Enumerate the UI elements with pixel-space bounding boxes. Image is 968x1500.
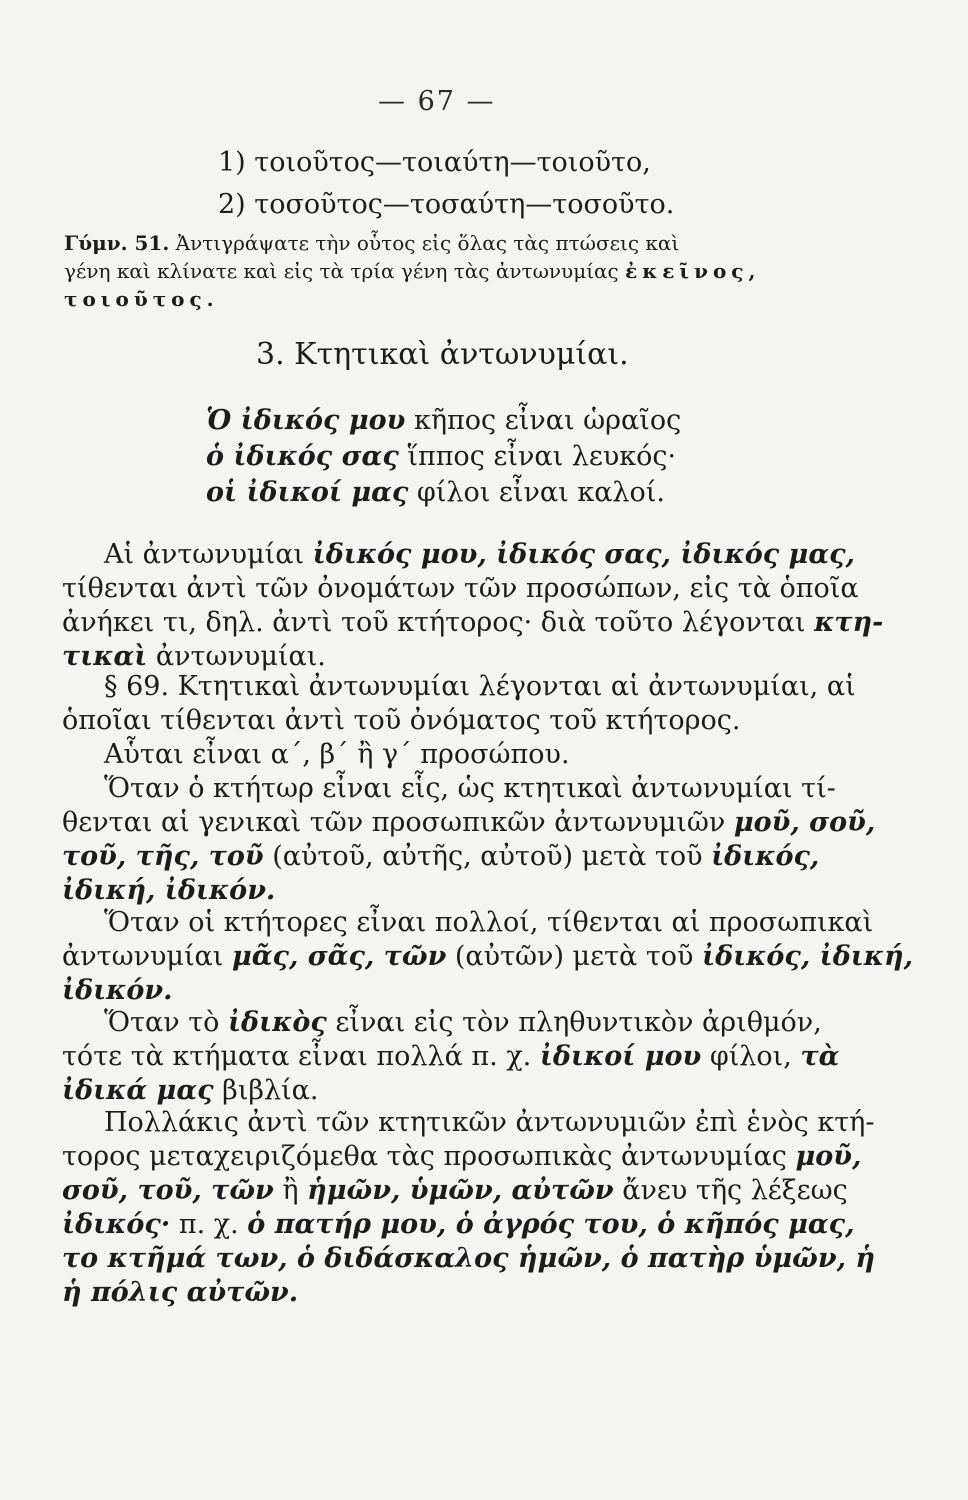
para7-line-6: ἡ πόλις αὐτῶν. bbox=[62, 1277, 299, 1308]
para1-f: τικαὶ bbox=[62, 641, 148, 672]
list-item-1: 1) τοιοῦτος—τοιαύτη—τοιοῦτο, bbox=[218, 147, 651, 178]
para2-line-1: § 69. Κτητικαὶ ἀντωνυμίαι λέγονται αἱ ἀντωνυμίαι, αἱ bbox=[104, 671, 856, 702]
list-item-2: 2) τοσοῦτος—τοσαύτη—τοσοῦτο. bbox=[218, 189, 675, 220]
para4-c3: ἰδικός, bbox=[711, 841, 820, 872]
para1-e: κτη- bbox=[814, 607, 884, 638]
para1-line-2: τίθενται ἀντὶ τῶν ὀνομάτων τῶν προσώπων, εἰς τὰ ὁποῖα bbox=[62, 573, 859, 604]
exercise-word-ekeinos: ἐκεῖνος, bbox=[625, 259, 761, 283]
section-title: 3. Κτητικαὶ ἀντωνυμίαι. bbox=[256, 337, 629, 372]
example-3-rest: φίλοι εἶναι καλοί. bbox=[416, 477, 665, 508]
example-3 bbox=[206, 476, 665, 510]
example-2 bbox=[206, 440, 676, 474]
para7-line-4 bbox=[62, 1208, 854, 1242]
para1-line-3 bbox=[62, 606, 883, 640]
para7-c1: σοῦ, τοῦ, τῶν bbox=[62, 1175, 274, 1206]
para5-line-2 bbox=[62, 940, 913, 974]
para5-line-1: Ὅταν οἱ κτήτορες εἶναι πολλοί, τίθενται αἱ προσωπικαὶ bbox=[104, 907, 874, 938]
para7-c4: ἄνευ τῆς λέξεως bbox=[622, 1175, 848, 1206]
para4-line-2 bbox=[62, 806, 875, 840]
para1-a: Αἱ ἀντωνυμίαι bbox=[104, 539, 305, 570]
para1-line-1 bbox=[104, 538, 855, 572]
para6-line-2 bbox=[62, 1040, 839, 1074]
example-1-rest: κῆπος εἶναι ὡραῖος bbox=[413, 405, 682, 436]
example-1-pronoun: Ὁ ἰδικός μου bbox=[206, 405, 406, 436]
page-number: — 67 — bbox=[378, 86, 496, 117]
para6-line-3 bbox=[62, 1074, 318, 1108]
para4-line-4: ἰδική, ἰδικόν. bbox=[62, 875, 276, 906]
para1-g: ἀντωνυμίαι. bbox=[155, 641, 326, 672]
para4-b2: μοῦ, σοῦ, bbox=[733, 807, 876, 838]
para7-d1: ἰδικός· bbox=[62, 1209, 171, 1240]
para6-b1: τότε τὰ κτήματα εἶναι πολλά π. χ. bbox=[62, 1041, 532, 1072]
exercise-label: Γύμν. 51. bbox=[64, 231, 170, 255]
para6-a1: Ὅταν τὸ bbox=[104, 1007, 220, 1038]
para6-line-1 bbox=[104, 1006, 822, 1040]
para5-b3: (αὐτῶν) μετὰ τοῦ bbox=[454, 941, 694, 972]
example-1 bbox=[206, 404, 681, 438]
para7-c2: ἢ bbox=[282, 1175, 299, 1206]
para1-d: ἀνήκει τι, δηλ. ἀντὶ τοῦ κτήτορος· διὰ τοῦτο λέγονται bbox=[62, 607, 806, 638]
para6-a2: ἰδικὸς bbox=[227, 1007, 327, 1038]
para7-line-5: το κτῆμά των, ὁ διδάσκαλος ἡμῶν, ὁ πατὴρ ὑμῶν, ἡ bbox=[62, 1243, 876, 1274]
para5-b1: ἀντωνυμίαι bbox=[62, 941, 224, 972]
para4-b1: θενται αἱ γενικαὶ τῶν προσωπικῶν ἀντωνυμιῶν bbox=[62, 807, 726, 838]
para4-c2: (αὐτοῦ, αὐτῆς, αὐτοῦ) μετὰ τοῦ bbox=[272, 841, 703, 872]
para7-b1: τορος μεταχειριζόμεθα τὰς προσωπικὰς ἀντωνυμίας bbox=[62, 1141, 787, 1172]
para6-c2: βιβλία. bbox=[222, 1075, 319, 1106]
para3: Αὗται εἶναι α΄, β΄ ἢ γ΄ προσώπου. bbox=[104, 739, 570, 770]
para6-c1: ἰδικά μας bbox=[62, 1075, 214, 1106]
para7-line-2 bbox=[62, 1140, 861, 1174]
para4-c1: τοῦ, τῆς, τοῦ bbox=[62, 841, 264, 872]
para7-c3: ἡμῶν, ὑμῶν, αὐτῶν bbox=[307, 1175, 614, 1206]
exercise-word-toioutos: τοιοῦτος. bbox=[64, 287, 219, 311]
para6-a3: εἶναι εἰς τὸν πληθυντικὸν ἀριθμόν, bbox=[335, 1007, 822, 1038]
para7-d3: ὁ πατήρ μου, ὁ ἀγρός του, ὁ κῆπός μας, bbox=[247, 1209, 855, 1240]
para6-b4: τὰ bbox=[800, 1041, 840, 1072]
para5-line-3: ἰδικόν. bbox=[62, 975, 173, 1006]
para7-line-3 bbox=[62, 1174, 848, 1208]
example-3-pronoun: οἱ ἰδικοί μας bbox=[206, 477, 409, 508]
para5-b4: ἰδικός, ἰδική, bbox=[702, 941, 914, 972]
para6-b3: φίλοι, bbox=[709, 1041, 792, 1072]
example-2-rest: ἵππος εἶναι λευκός· bbox=[407, 441, 677, 472]
example-2-pronoun: ὁ ἰδικός σας bbox=[206, 441, 399, 472]
exercise-text-2: γένη καὶ κλίνατε καὶ εἰς τὰ τρία γένη τὰς ἀντωνυμίας bbox=[64, 259, 619, 283]
para7-line-1: Πολλάκις ἀντὶ τῶν κτητικῶν ἀντωνυμιῶν ἐπὶ ἑνὸς κτή- bbox=[104, 1107, 875, 1138]
exercise-text-1: Ἀντιγράψατε τὴν οὗτος εἰς ὅλας τὰς πτώσεις καὶ bbox=[175, 231, 680, 255]
para1-b: ἰδικός μου, ἰδικός σας, ἰδικός μας, bbox=[312, 539, 855, 570]
para4-line-3 bbox=[62, 840, 819, 874]
para5-b2: μᾶς, σᾶς, τῶν bbox=[231, 941, 447, 972]
para7-b2: μοῦ, bbox=[795, 1141, 862, 1172]
para7-d2: π. χ. bbox=[178, 1209, 239, 1240]
para2-line-2: ὁποῖαι τίθενται ἀντὶ τοῦ ὀνόματος τοῦ κτήτορος. bbox=[62, 705, 741, 736]
para6-b2: ἰδικοί μου bbox=[539, 1041, 702, 1072]
para1-line-4 bbox=[62, 640, 326, 674]
para4-line-1: Ὅταν ὁ κτήτωρ εἶναι εἷς, ὡς κτητικαὶ ἀντωνυμίαι τί- bbox=[104, 773, 836, 804]
